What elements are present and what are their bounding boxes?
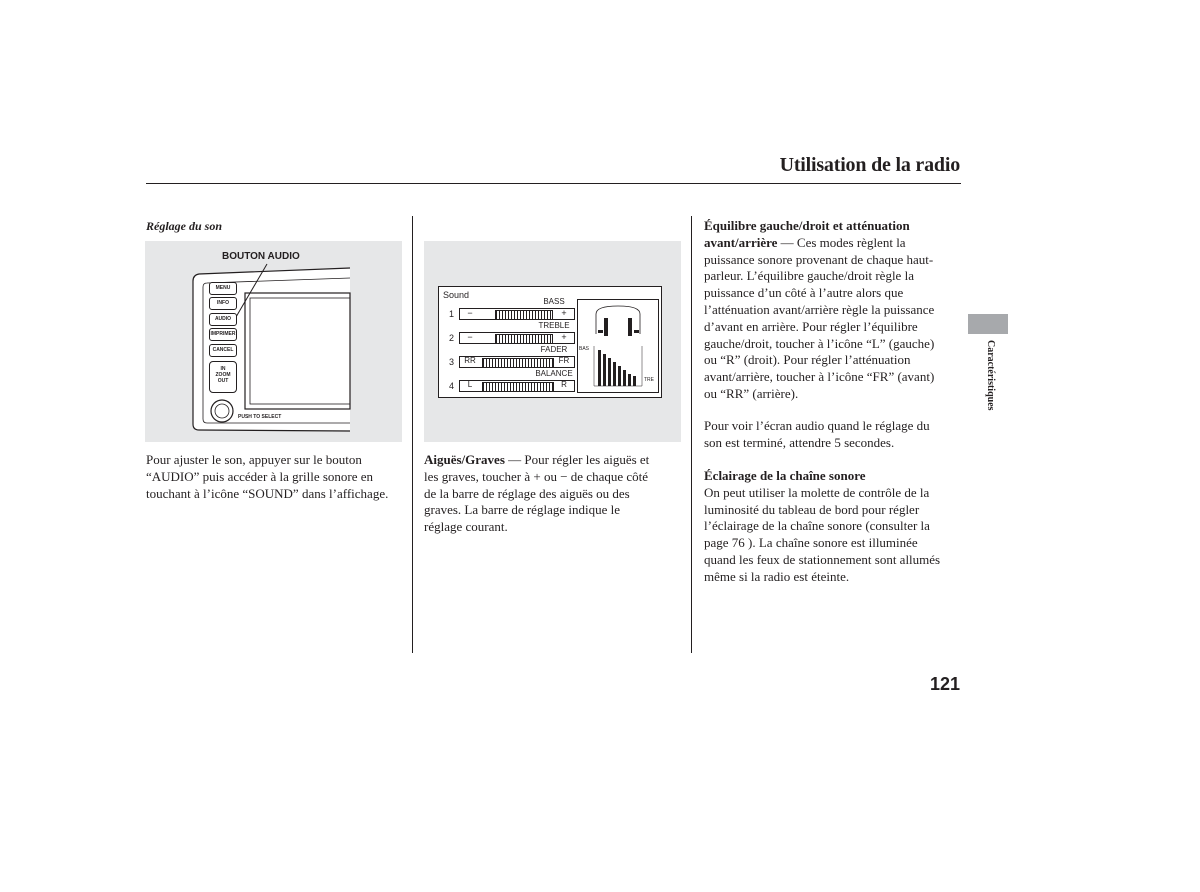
audio-button-callout: BOUTON AUDIO	[222, 251, 300, 262]
section-tab-label: Caractéristiques	[985, 340, 996, 411]
balance-level-meter	[482, 382, 554, 392]
return-screen-section	[704, 418, 966, 452]
text-line: graves. La barre de réglage indique le	[424, 502, 620, 518]
treble-bass-heading: Aiguës/Graves	[424, 452, 505, 467]
text-line: même si la radio est éteinte.	[704, 568, 850, 584]
treble-plus-button[interactable]: +	[561, 332, 567, 342]
text-line: Pour voir l’écran audio quand le réglage du	[704, 418, 930, 433]
info-button[interactable]: INFO	[209, 297, 237, 310]
audio-button[interactable]: AUDIO	[209, 313, 237, 326]
eq-treble-label: TRE	[644, 377, 654, 383]
treble-bar[interactable]	[459, 332, 575, 344]
bass-label: BASS	[543, 297, 565, 306]
text-line: Pour ajuster le son, appuyer sur le bouton	[146, 452, 362, 467]
column-divider-1	[412, 216, 413, 653]
imprimer-button[interactable]: IMPRIMER	[209, 328, 237, 341]
fader-bar[interactable]	[459, 356, 575, 368]
fader-front-button[interactable]: FR	[558, 356, 570, 365]
text-span: — Ces modes règlent la	[777, 234, 906, 250]
subheading-sound-adjustment: Réglage du son	[146, 219, 223, 233]
audio-unit-figure	[145, 241, 402, 442]
text-line: ou “R” (droit). Pour régler l’atténuation	[704, 352, 911, 368]
text-line: parleur. L’équilibre gauche/droit règle la	[704, 268, 914, 284]
page-number: 121	[929, 674, 960, 694]
balance-fader-heading-cont: avant/arrière	[704, 234, 778, 250]
eq-bass-label: BAS	[579, 346, 590, 352]
treble-minus-button[interactable]: −	[467, 332, 473, 342]
balance-left-button[interactable]: L	[467, 380, 473, 389]
sound-screen-title: Sound	[443, 290, 470, 300]
balance-fader-heading: Équilibre gauche/droit et atténuation	[704, 218, 910, 233]
col1-paragraph	[146, 452, 408, 502]
header-rule	[146, 183, 961, 184]
text-line: ou “RR” (arrière).	[704, 385, 799, 401]
sound-screen-figure	[424, 241, 681, 442]
balance-bar[interactable]	[459, 380, 575, 392]
zoom-label: ZOOM	[215, 372, 231, 378]
text-line: l’éclairage de la chaîne sonore (consulter la	[704, 518, 930, 534]
text-line: les graves, toucher à + ou − de chaque côté	[424, 468, 649, 484]
balance-fader-section	[704, 218, 966, 403]
zoom-in-label: IN	[220, 366, 226, 372]
zoom-out-label: OUT	[217, 378, 229, 384]
zoom-rocker[interactable]	[209, 361, 237, 393]
text-line: avant/arrière, toucher à l’icône “FR” (avant)	[704, 369, 935, 385]
text-line: quand les feux de stationnement sont allumés	[704, 551, 941, 567]
text-span: — Pour régler les aiguës et	[504, 452, 650, 467]
knob-label: PUSH TO SELECT	[238, 414, 282, 420]
text-line: de la barre de réglage des aiguës ou des	[424, 485, 630, 501]
row-number: 2	[449, 333, 455, 343]
text-line: l’atténuation avant/arrière règle la puissance	[704, 301, 935, 317]
treble-level-meter	[495, 334, 553, 344]
bass-minus-button[interactable]: −	[467, 308, 473, 318]
col2-paragraph	[424, 452, 686, 536]
row-number: 4	[449, 381, 455, 391]
bass-plus-button[interactable]: +	[561, 308, 567, 318]
illumination-heading: Éclairage de la chaîne sonore	[704, 468, 866, 483]
text-line: On peut utiliser la molette de contrôle de la	[704, 484, 930, 500]
fader-rear-button[interactable]: RR	[464, 356, 476, 365]
text-line	[424, 452, 686, 469]
text-line: son est terminé, attendre 5 secondes.	[704, 434, 895, 450]
speaker-eq-diagram	[577, 299, 659, 393]
balance-right-button[interactable]: R	[561, 380, 567, 389]
treble-label: TREBLE	[538, 321, 570, 330]
text-line: gauche/droit, toucher à l’icône “L” (gauche)	[704, 335, 935, 351]
text-line: réglage courant.	[424, 519, 508, 535]
row-number: 1	[449, 309, 455, 319]
row-number: 3	[449, 357, 455, 367]
text-line: “AUDIO” puis accéder à la grille sonore en	[146, 468, 374, 484]
cancel-button[interactable]: CANCEL	[209, 344, 237, 357]
menu-button[interactable]: MENU	[209, 282, 237, 295]
fader-label: FADER	[540, 345, 568, 354]
text-line	[704, 235, 966, 252]
section-tab-marker	[968, 314, 1008, 334]
text-line: d’avant en arrière. Pour régler l’équilibre	[704, 318, 918, 334]
text-line: puissance sonore provenant de chaque haut-	[704, 251, 934, 267]
sound-screen	[438, 286, 662, 398]
column-divider-2	[691, 216, 692, 653]
bass-bar[interactable]	[459, 308, 575, 320]
audio-unit-drawing	[145, 241, 402, 442]
fader-level-meter	[482, 358, 554, 368]
bass-level-meter	[495, 310, 553, 320]
text-line: touchant à l’icône “SOUND” dans l’affichage.	[146, 485, 389, 501]
text-line: puissance d’un côté à l’autre alors que	[704, 285, 904, 301]
page-title: Utilisation de la radio	[779, 154, 960, 176]
balance-label: BALANCE	[535, 369, 573, 378]
illumination-section	[704, 468, 966, 586]
text-line: luminosité du tableau de bord pour régler	[704, 501, 920, 517]
text-line: page 76 ). La chaîne sonore est illuminée	[704, 535, 918, 551]
